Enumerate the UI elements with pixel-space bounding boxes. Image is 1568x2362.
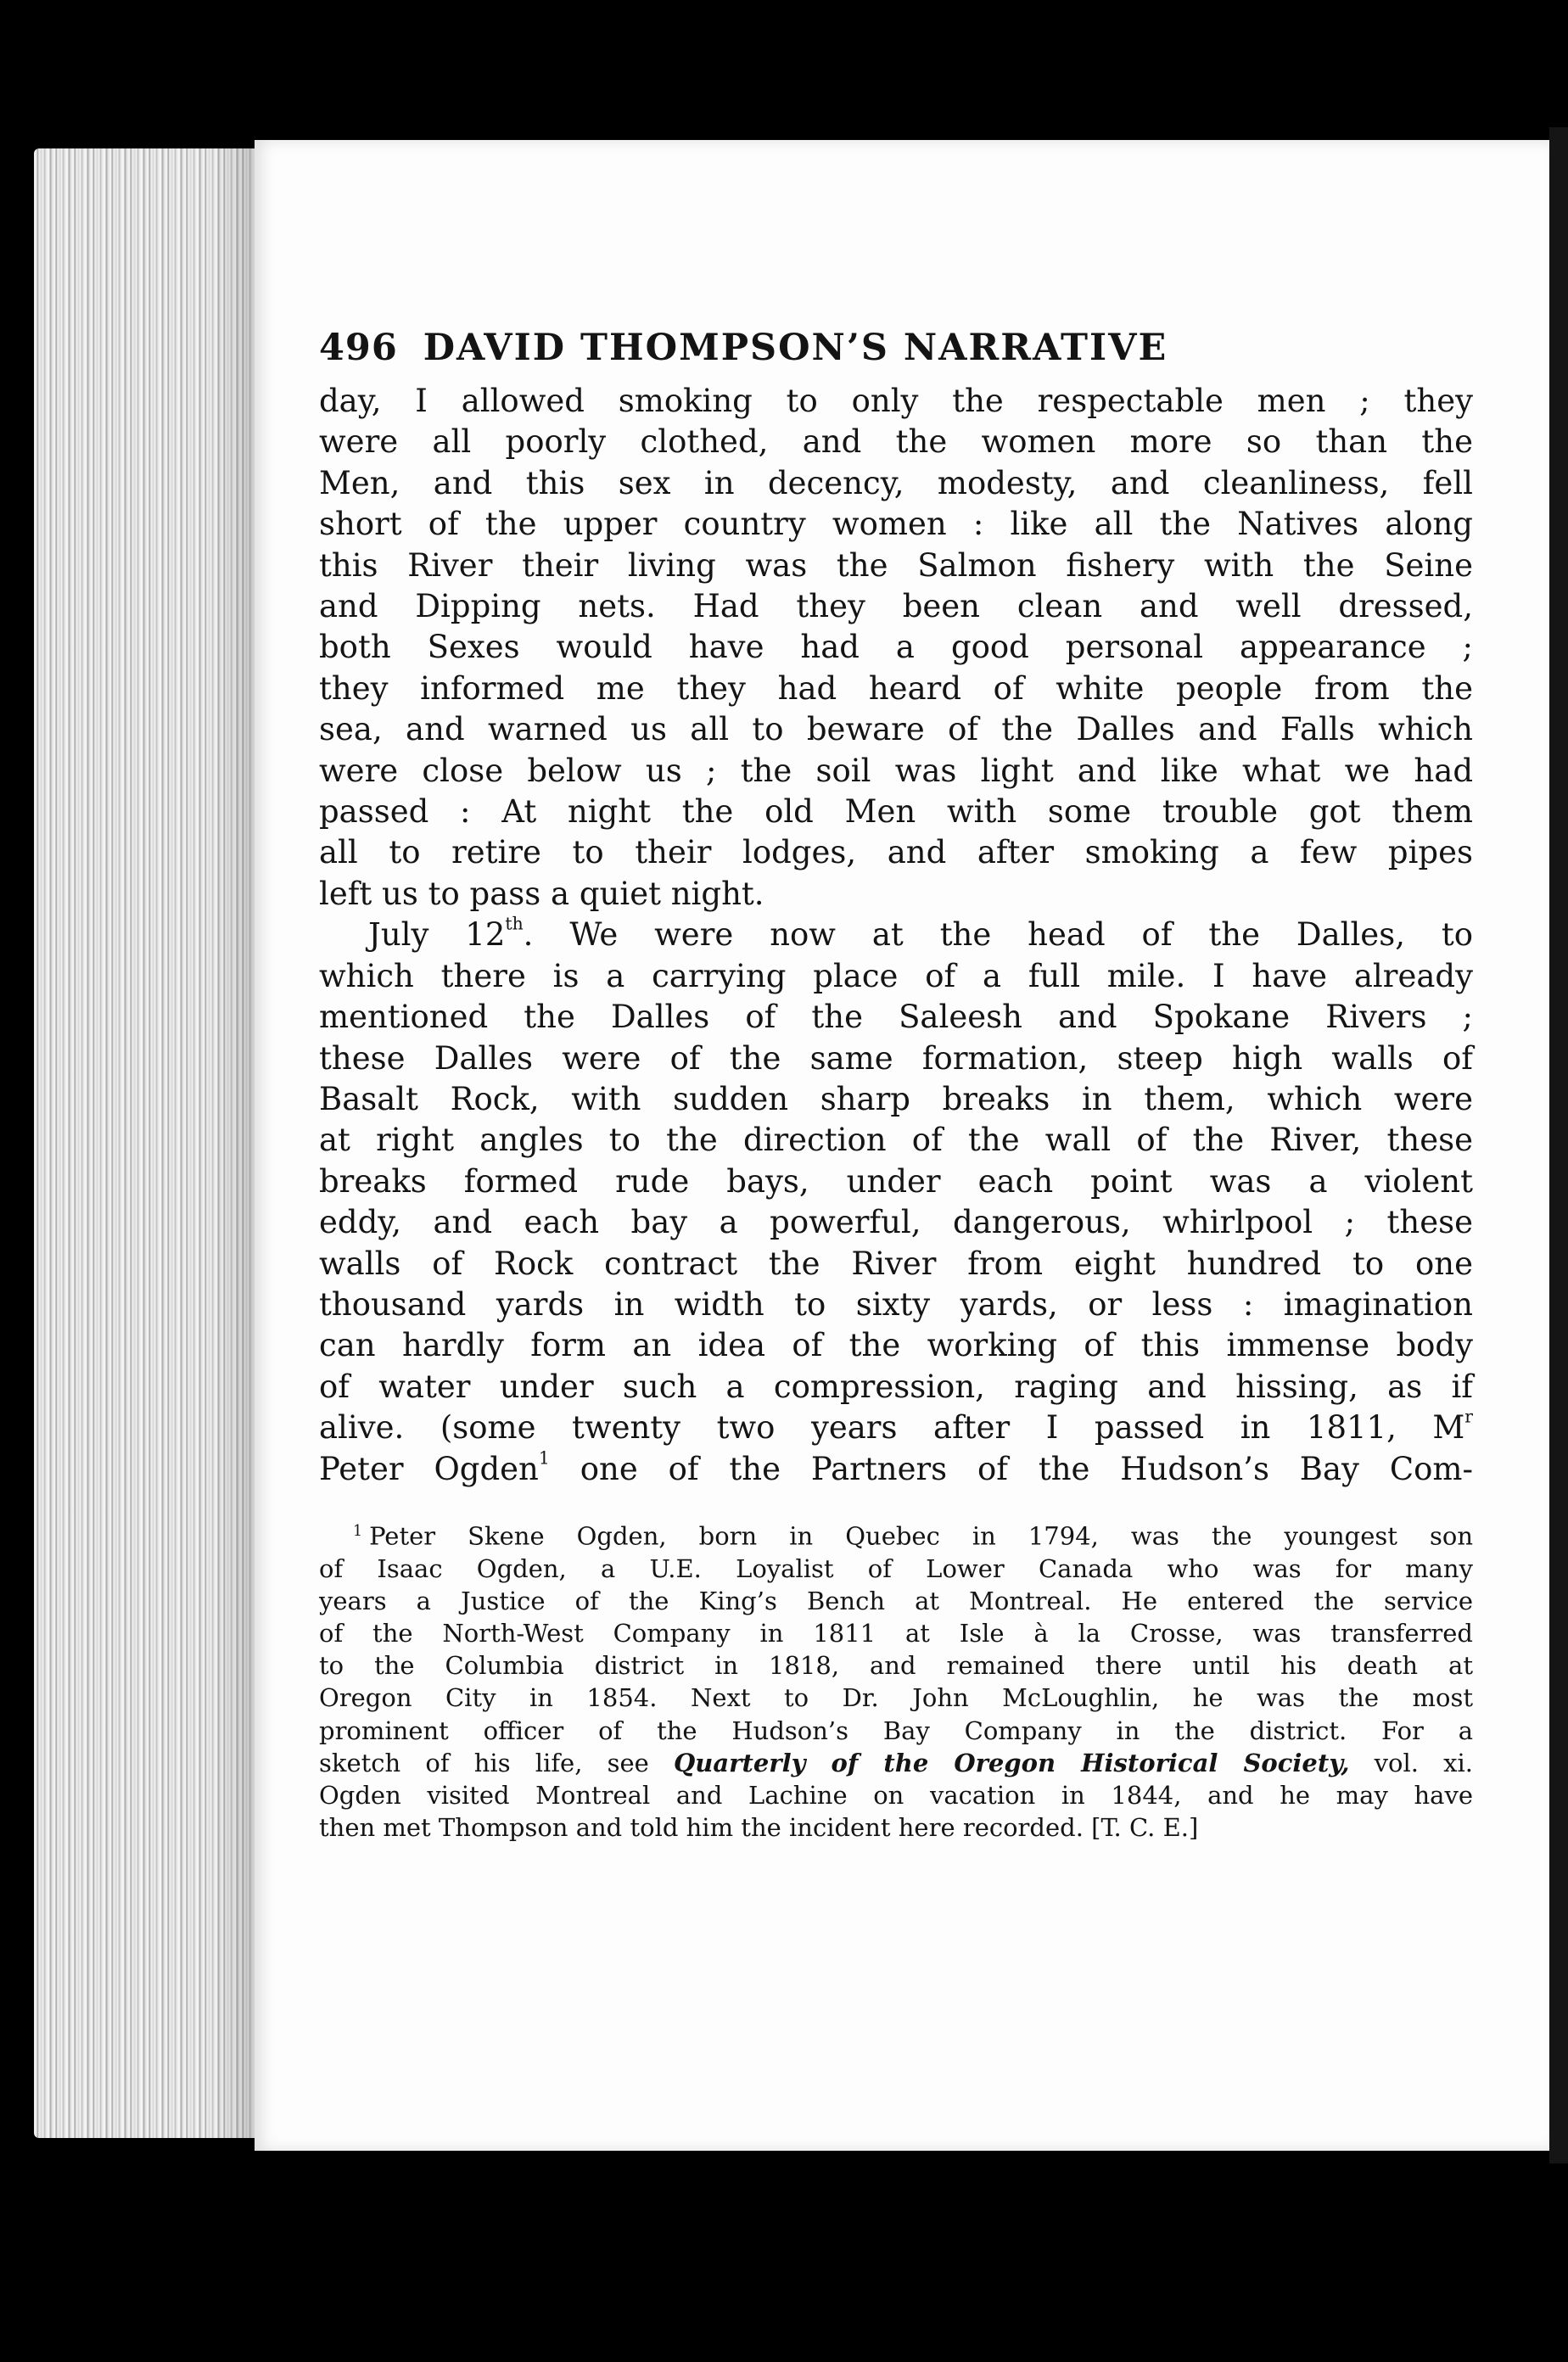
text-line: which there is a carrying place of a full mile. I have already — [319, 957, 1473, 994]
text-line: mentioned the Dalles of the Saleesh and Spokane Rivers ; — [319, 999, 1473, 1036]
text-line: were close below us ; the soil was light and like what we had — [319, 752, 1473, 789]
text-line: both Sexes would have had a good personal appearance ; — [319, 629, 1473, 666]
citation-volume: vol. xi. — [1349, 1748, 1473, 1777]
text-line: Men, and this sex in decency, modesty, and cleanliness, fell — [319, 464, 1473, 501]
footnote-line: years a Justice of the King’s Bench at Montreal. He entered the service — [319, 1586, 1473, 1615]
text-line: sea, and warned us all to beware of the Dalles and Falls which — [319, 711, 1473, 748]
footnote-marker: 1 — [353, 1522, 363, 1540]
text-line: passed : At night the old Men with some trouble got them — [319, 793, 1473, 831]
text-line: short of the upper country women : like all the Natives along — [319, 506, 1473, 543]
ogden-line-rest: one of the Partners of the Hudson’s Bay Com- — [549, 1450, 1473, 1487]
text-line: eddy, and each bay a powerful, dangerous, whirlpool ; these — [319, 1204, 1473, 1241]
paragraph-2 — [319, 915, 1473, 1490]
page-number: 496 — [319, 327, 398, 369]
running-title: DAVID THOMPSON’S NARRATIVE — [423, 327, 1168, 369]
text-line: were all poorly clothed, and the women more so than the — [319, 423, 1473, 461]
text-line: left us to pass a quiet night. — [319, 875, 764, 912]
text-line-date — [319, 915, 1473, 955]
text-line: at right angles to the direction of the wall of the River, these — [319, 1122, 1473, 1159]
text-line: walls of Rock contract the River from eight hundred to one — [319, 1245, 1473, 1282]
footnote-line-citation — [319, 1747, 1473, 1779]
text-line: thousand yards in width to sixty yards, or less : imagination — [319, 1285, 1473, 1323]
footnote-line: prominent officer of the Hudson’s Bay Company in the district. For a — [319, 1716, 1473, 1745]
footnote-line-text: Peter Skene Ogden, born in Quebec in 1794, was the youngest son — [369, 1521, 1473, 1551]
citation-lead: sketch of his life, see — [319, 1748, 675, 1777]
text-line: Basalt Rock, with sudden sharp breaks in them, which were — [319, 1080, 1473, 1117]
footnote-reference: 1 — [538, 1447, 550, 1469]
date-line-rest: . We were now at the head of the Dalles, to — [523, 916, 1473, 954]
alive-line-text: alive. (some twenty two years after I passed in 1811, M — [319, 1409, 1465, 1447]
footnote-line: to the Columbia district in 1818, and remained there until his death at — [319, 1651, 1473, 1681]
text-line: they informed me they had heard of white people from the — [319, 669, 1473, 707]
text-line: breaks formed rude bays, under each point was a violent — [319, 1162, 1473, 1200]
date-superscript: th — [505, 913, 524, 934]
footnote — [319, 1515, 1473, 1844]
footnote-line: of Isaac Ogden, a U.E. Loyalist of Lower Canada who was for many — [319, 1553, 1473, 1583]
ogden-name: Peter Ogden — [319, 1450, 539, 1487]
running-head — [319, 327, 1473, 369]
text-line: day, I allowed smoking to only the respectable men ; they — [319, 383, 1473, 419]
footnote-line: of the North-West Company in 1811 at Isle à la Crosse, was transferred — [319, 1619, 1473, 1648]
right-margin-dark-strip — [1549, 127, 1568, 2163]
text-line: can hardly form an idea of the working of this immense body — [319, 1327, 1473, 1364]
text-line: these Dalles were of the same formation, steep high walls of — [319, 1039, 1473, 1077]
footnote-line — [319, 1515, 1473, 1553]
text-line-ogden — [319, 1449, 1473, 1490]
footnote-line: then met Thompson and told him the incident here recorded. [T. C. E.] — [319, 1813, 1199, 1843]
text-line-alive — [319, 1408, 1473, 1448]
date-day: July 12 — [368, 916, 506, 954]
text-line: and Dipping nets. Had they been clean and well dressed, — [319, 588, 1473, 625]
text-line: all to retire to their lodges, and after smoking a few pipes — [319, 834, 1473, 871]
paragraph-1 — [319, 381, 1473, 915]
title-superscript: r — [1464, 1406, 1473, 1427]
journal-title: Quarterly of the Oregon Historical Society, — [674, 1748, 1350, 1777]
page-text-block — [319, 327, 1473, 1844]
text-line: of water under such a compression, raging and hissing, as if — [319, 1368, 1473, 1405]
text-line: this River their living was the Salmon fishery with the Seine — [319, 546, 1473, 584]
footnote-line: Oregon City in 1854. Next to Dr. John McLoughlin, he was the most — [319, 1683, 1473, 1713]
footnote-line: Ogden visited Montreal and Lachine on vacation in 1844, and he may have — [319, 1781, 1473, 1811]
